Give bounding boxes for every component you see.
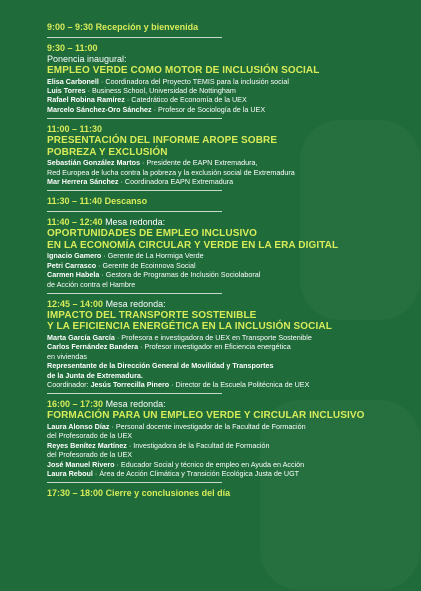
speaker: Reyes Benítez Martínez · Investigadora de la Facultad de Formación	[47, 440, 270, 450]
session-title: IMPACTO DEL TRANSPORTE SOSTENIBLE	[47, 309, 257, 321]
session-label: Descanso	[104, 196, 148, 207]
speaker: Carlos Fernández Bandera · Profesor investigador en Eficiencia energética	[47, 342, 291, 352]
program-schedule	[47, 22, 392, 499]
session-opening-talk	[47, 43, 392, 114]
divider	[47, 190, 222, 191]
session-kind: Mesa redonda:	[105, 399, 166, 410]
speaker-role-continued: del Profesorado de la UEX	[47, 431, 133, 441]
speaker: Marta García García · Profesora e investigadora de UEX en Transporte Sostenible	[47, 332, 312, 342]
session-label: Recepción y bienvenida	[95, 22, 199, 32]
session-title-line2: Y LA EFICIENCIA ENERGÉTICA EN LA INCLUSIÓN SOCIAL	[47, 321, 332, 333]
divider	[47, 482, 222, 483]
speaker: Carmen Habela · Gestora de Programas de Inclusión Sociolaboral	[47, 270, 261, 280]
divider	[47, 118, 222, 119]
session-title: FORMACIÓN PARA UN EMPLEO VERDE Y CIRCULAR INCLUSIVO	[47, 410, 365, 422]
speaker: Rafael Robina Ramírez · Catedrático de Economía de la UEX	[47, 95, 247, 105]
session-round-table-2	[47, 299, 392, 389]
speaker: Petri Carrasco · Gerente de Ecoinnova Social	[47, 260, 196, 270]
session-kind: Mesa redonda:	[105, 217, 166, 228]
session-title: OPORTUNIDADES DE EMPLEO INCLUSIVO	[47, 228, 257, 240]
speaker-role-continued: del Profesorado de la UEX	[47, 450, 133, 460]
session-time: 16:00 – 17:30	[47, 399, 104, 410]
session-closing	[47, 488, 392, 499]
session-time: 9:00 – 9:30	[47, 22, 94, 32]
divider	[47, 293, 222, 294]
speaker-role-continued: Red Europea de lucha contra la pobreza y la exclusión social de Extremadura	[47, 167, 295, 177]
divider	[47, 393, 222, 394]
speaker: Laura Alonso Díaz · Personal docente investigador de la Facultad de Formación	[47, 421, 306, 431]
session-label: Cierre y conclusiones del día	[105, 488, 231, 499]
session-time: 17:30 – 18:00	[47, 488, 104, 499]
speaker: Laura Reboul · Área de Acción Climática y Transición Ecológica Justa de UGT	[47, 468, 300, 478]
divider	[47, 211, 222, 212]
speaker: Representante de la Dirección General de Movilidad y Transportes	[47, 361, 274, 371]
speaker: Luis Torres · Business School, Universidad de Nottingham	[47, 85, 236, 95]
coordinator: Coordinador: Jesús Torrecilla Pinero · Director de la Escuela Politécnica de UEX	[47, 380, 310, 389]
session-round-table-1	[47, 217, 392, 289]
speaker-role-continued: de Acción contra el Hambre	[47, 279, 136, 289]
speaker: Mar Herrera Sánchez · Coordinadora EAPN Extremadura	[47, 176, 234, 186]
speaker: Elisa Carbonell · Coordinadora del Proyecto TEMIS para la inclusión social	[47, 76, 289, 86]
session-kind: Mesa redonda:	[105, 298, 166, 309]
session-title-line2: EN LA ECONOMÍA CIRCULAR Y VERDE EN LA ERA DIGITAL	[47, 239, 339, 251]
divider	[47, 37, 222, 38]
speaker-role-continued: en viviendas	[47, 351, 87, 361]
session-time: 9:30 – 11:00	[47, 43, 98, 53]
session-time: 11:40 – 12:40	[47, 217, 103, 228]
speaker-continued: de la Junta de Extremadura.	[47, 370, 143, 380]
session-title: EMPLEO VERDE COMO MOTOR DE INCLUSIÓN SOCIAL	[47, 65, 320, 76]
session-time: 11:30 – 11:40	[47, 196, 103, 207]
speaker: Sebastián González Martos · Presidente de EAPN Extremadura,	[47, 158, 258, 168]
session-title: PRESENTACIÓN DEL INFORME AROPE SOBRE	[47, 135, 278, 147]
session-round-table-3	[47, 399, 392, 478]
session-time: 12:45 – 14:00	[47, 298, 104, 309]
speaker: Marcelo Sánchez-Oro Sánchez · Profesor de Sociología de la UEX	[47, 104, 266, 114]
session-arope-report	[47, 124, 392, 186]
speaker: Ignacio Gamero · Gerente de La Hormiga Verde	[47, 251, 204, 261]
speaker: José Manuel Rivero · Educador Social y técnico de empleo en Ayuda en Acción	[47, 459, 305, 469]
session-kind: Ponencia inaugural:	[47, 54, 127, 64]
session-time: 11:00 – 11:30	[47, 124, 103, 135]
session-break	[47, 196, 392, 207]
session-title-line2: POBREZA Y EXCLUSIÓN	[47, 146, 168, 158]
session-reception	[47, 22, 392, 33]
